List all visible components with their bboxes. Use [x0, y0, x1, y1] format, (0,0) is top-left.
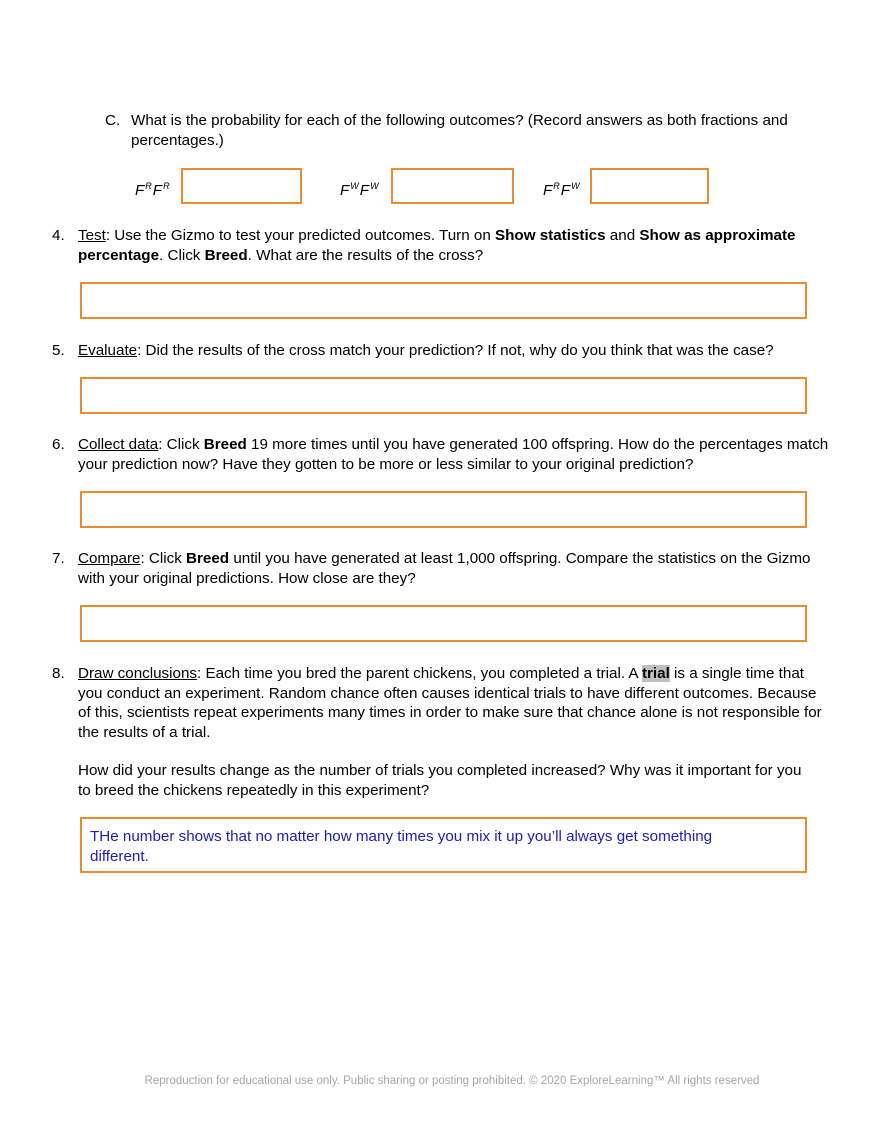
question-6-number: 6. — [52, 436, 65, 453]
question-6-answer-box[interactable] — [80, 491, 807, 528]
question-5-text: Evaluate: Did the results of the cross match your prediction? If not, why do you think that was the case? — [78, 342, 774, 359]
question-4-label: Test — [78, 227, 106, 244]
question-8-answer: THe number shows that no matter how many times you mix it up you’ll always get something different. — [90, 828, 713, 865]
genotype-rr-label: $F^RF^R$ — [135, 181, 170, 199]
question-8-answer-box[interactable] — [80, 817, 807, 873]
question-8-label: Draw conclusions — [78, 665, 198, 682]
question-4-answer — [82, 284, 805, 292]
genotype-ww-label: $F^WF^W$ — [340, 181, 379, 199]
question-6-text: Collect data: Click Breed 19 more times until you have generated 100 offspring. How do the percentages match your prediction now? Have they gotten to be more or less similar to your original prediction? — [78, 436, 829, 473]
question-6-label: Collect data — [78, 436, 159, 453]
question-6-answer — [82, 493, 805, 501]
question-7-text: Compare: Click Breed until you have generated at least 1,000 offspring. Compare the statistics on the Gizmo with your original predictions. How close are they? — [78, 550, 811, 587]
question-7-label: Compare — [78, 550, 141, 567]
part-c-letter: C. — [105, 112, 121, 129]
genotype-rr-input[interactable] — [181, 168, 302, 204]
genotype-rw-input[interactable] — [590, 168, 709, 204]
question-7-answer-box[interactable] — [80, 605, 807, 642]
question-8-number: 8. — [52, 665, 65, 682]
genotype-rw-label: $F^RF^W$ — [543, 181, 580, 199]
question-5-label: Evaluate — [78, 342, 138, 359]
question-4-text: Test: Use the Gizmo to test your predicted outcomes. Turn on Show statistics and Show as approximate percentage. Click Breed. What are the results of the cross? — [78, 227, 796, 264]
question-5-answer — [82, 379, 805, 387]
question-7-answer — [82, 607, 805, 615]
footer-copyright: Reproduction for educational use only. Public sharing or posting prohibited. © 2020 ExploreLearning™ All rights reserved — [144, 1075, 760, 1087]
trial-highlight: trial — [641, 665, 670, 682]
question-4-answer-box[interactable] — [80, 282, 807, 319]
question-7-number: 7. — [52, 550, 65, 567]
question-4-number: 4. — [52, 227, 65, 244]
question-8-followup: How did your results change as the number of trials you completed increased? Why was it important for you to breed the chickens repeatedly in this experiment? — [78, 762, 802, 799]
genotype-ww-input[interactable] — [391, 168, 514, 204]
question-5-answer-box[interactable] — [80, 377, 807, 414]
question-5-number: 5. — [52, 342, 65, 359]
part-c-text: What is the probability for each of the following outcomes? (Record answers as both fractions and percentages.) — [131, 112, 788, 149]
question-8-text: Draw conclusions: Each time you bred the parent chickens, you completed a trial. A trial is a single time that you conduct an experiment. Random chance often causes identical trials to have different outcomes. Because of this, scientists repeat experiments many times in order to make sure that chance alone is not responsible for the results of a trial. — [78, 665, 822, 741]
